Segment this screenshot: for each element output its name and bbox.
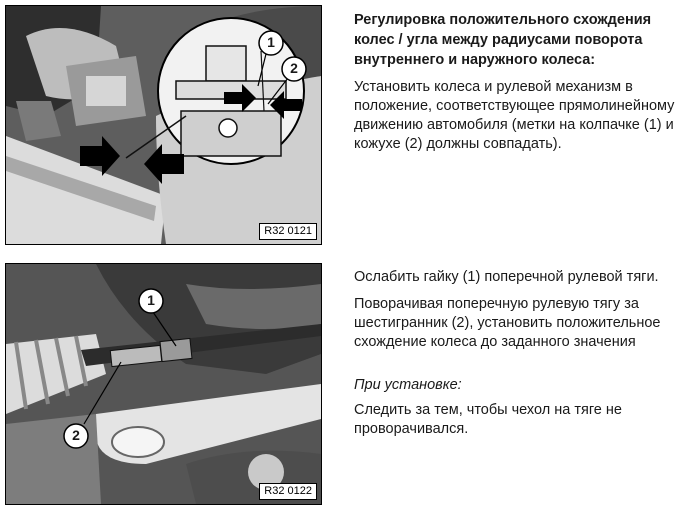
callout-2-label: 2 [72,427,80,443]
figure-r32-0122 [5,263,322,505]
step-1-text: Ослабить гайку (1) поперечной рулевой тяги. [354,269,659,285]
figure-r32-0121 [5,5,322,245]
figure-id-label: R32 0121 [259,223,317,240]
section-1-heading: Регулировка положительного схождения колес / угла между радиусами поворота внутреннего и наружного колеса: [354,12,652,68]
section-2-text [354,268,676,447]
callout-1-label: 1 [267,34,275,50]
step-2-text: Поворачивая поперечную рулевую тягу за шестигранник (2), установить положительное схождение колеса до заданного значения [354,296,661,350]
callout-1-label: 1 [147,292,155,308]
install-text: Следить за тем, чтобы чехол на тяге не проворачивался. [354,402,622,437]
install-label: При установке: [354,377,462,393]
section-1-body: Установить колеса и рулевой механизм в положение, соответствующее прямолинейному движению автомобиля (метки на колпачке (1) и кожухе (2) должны совпадать). [354,79,675,152]
figure-id-label: R32 0122 [259,483,317,500]
callout-2-label: 2 [290,60,298,76]
section-1-text [354,10,676,162]
figure-2-illustration [6,264,321,504]
